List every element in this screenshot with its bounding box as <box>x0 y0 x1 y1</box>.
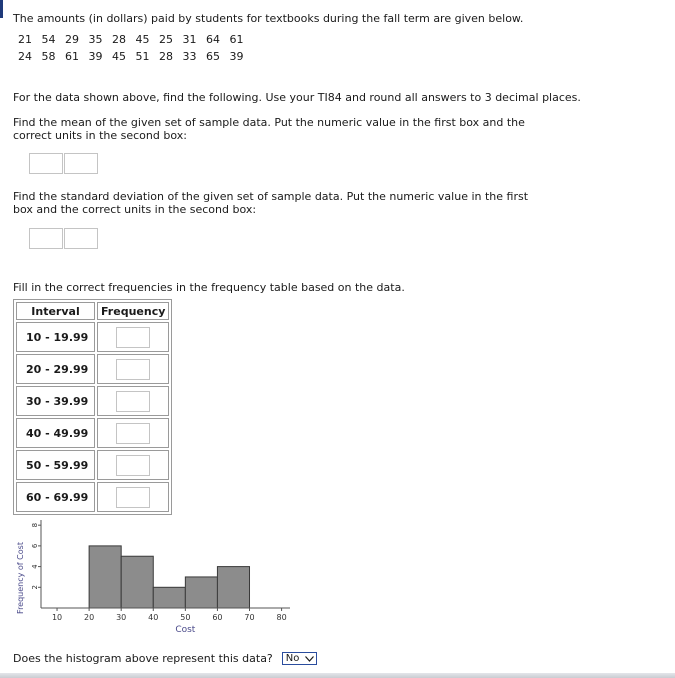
interval-label: 10 - 19.99 <box>16 322 95 352</box>
mean-answer-group <box>29 153 98 174</box>
data-value: 39 <box>229 50 244 63</box>
frequency-table <box>13 299 172 515</box>
question-text: Does the histogram above represent this data? <box>13 652 273 665</box>
data-value: 35 <box>88 33 103 46</box>
data-value: 29 <box>65 33 79 46</box>
x-tick-label: 40 <box>148 613 159 622</box>
frequency-input-10[interactable] <box>116 327 150 348</box>
table-row <box>16 386 169 416</box>
data-value: 45 <box>135 33 150 46</box>
table-row <box>16 354 169 384</box>
frequency-input-50[interactable] <box>116 455 150 476</box>
frequency-cell <box>97 450 169 480</box>
histogram-bar <box>185 577 217 608</box>
data-row-1 <box>18 33 253 46</box>
frequency-cell <box>97 386 169 416</box>
x-tick-label: 80 <box>276 613 287 622</box>
table-row <box>16 418 169 448</box>
answer-select-value: No <box>285 653 300 664</box>
instructions-text: For the data shown above, find the following. Use your TI84 and round all answers to 3 decimal places. <box>13 91 581 104</box>
x-tick-label: 70 <box>244 613 255 622</box>
data-value: 65 <box>206 50 220 63</box>
x-tick-label: 10 <box>51 613 63 622</box>
data-value: 25 <box>159 33 173 46</box>
x-tick-label: 50 <box>180 613 191 622</box>
histogram-bar <box>89 546 121 608</box>
frequency-cell <box>97 354 169 384</box>
data-value: 58 <box>41 50 56 63</box>
data-value: 54 <box>41 33 56 46</box>
table-header-row <box>16 302 169 320</box>
histogram-bar <box>217 567 249 608</box>
table-row <box>16 482 169 512</box>
histogram-bar <box>121 556 153 608</box>
data-value: 61 <box>65 50 79 63</box>
x-tick-label: 30 <box>116 613 127 622</box>
intro-text: The amounts (in dollars) paid by students for textbooks during the fall term are given below. <box>13 12 524 25</box>
sd-value-input[interactable] <box>29 228 63 249</box>
y-tick-label: 2 <box>31 585 39 590</box>
data-value: 61 <box>229 33 244 46</box>
table-row <box>16 450 169 480</box>
chevron-down-icon <box>305 656 314 662</box>
frequency-cell <box>97 418 169 448</box>
mean-prompt: Find the mean of the given set of sample data. Put the numeric value in the first box and the correct units in the second box: <box>13 116 525 142</box>
sd-units-input[interactable] <box>64 228 98 249</box>
histogram-bar <box>153 587 185 608</box>
x-axis-label: Cost <box>175 625 196 635</box>
freq-prompt: Fill in the correct frequencies in the frequency table based on the data. <box>13 281 405 294</box>
data-row-2 <box>18 50 253 63</box>
x-tick-label: 20 <box>84 613 95 622</box>
y-tick-label: 4 <box>31 564 39 569</box>
interval-label: 40 - 49.99 <box>16 418 95 448</box>
interval-label: 50 - 59.99 <box>16 450 95 480</box>
data-value: 21 <box>18 33 32 46</box>
data-value: 33 <box>182 50 197 63</box>
sd-prompt: Find the standard deviation of the given set of sample data. Put the numeric value in the first box and the correct units in the second box: <box>13 190 529 216</box>
interval-label: 30 - 39.99 <box>16 386 95 416</box>
y-tick-label: 6 <box>31 543 39 549</box>
data-value: 28 <box>112 33 126 46</box>
data-value: 28 <box>159 50 173 63</box>
y-axis-label: Frequency of Cost <box>16 542 25 614</box>
y-tick-label: 8 <box>31 522 39 528</box>
frequency-input-20[interactable] <box>116 359 150 380</box>
data-value: 39 <box>88 50 103 63</box>
x-tick-label: 60 <box>212 613 223 622</box>
frequency-input-40[interactable] <box>116 423 150 444</box>
answer-select[interactable] <box>282 652 317 665</box>
interval-header: Interval <box>16 302 95 320</box>
data-value: 64 <box>206 33 220 46</box>
interval-label: 20 - 29.99 <box>16 354 95 384</box>
data-value: 51 <box>135 50 150 63</box>
left-accent-bar <box>0 0 3 18</box>
frequency-cell <box>97 482 169 512</box>
frequency-header: Frequency <box>97 302 169 320</box>
data-value: 24 <box>18 50 32 63</box>
data-value: 31 <box>182 33 197 46</box>
histogram-question <box>13 652 317 665</box>
mean-units-input[interactable] <box>64 153 98 174</box>
frequency-cell <box>97 322 169 352</box>
histogram-chart <box>14 512 294 640</box>
sd-answer-group <box>29 228 98 249</box>
frequency-input-30[interactable] <box>116 391 150 412</box>
interval-label: 60 - 69.99 <box>16 482 95 512</box>
frequency-input-60[interactable] <box>116 487 150 508</box>
data-value: 45 <box>112 50 126 63</box>
bottom-scroll-edge <box>0 673 675 678</box>
mean-value-input[interactable] <box>29 153 63 174</box>
table-row <box>16 322 169 352</box>
